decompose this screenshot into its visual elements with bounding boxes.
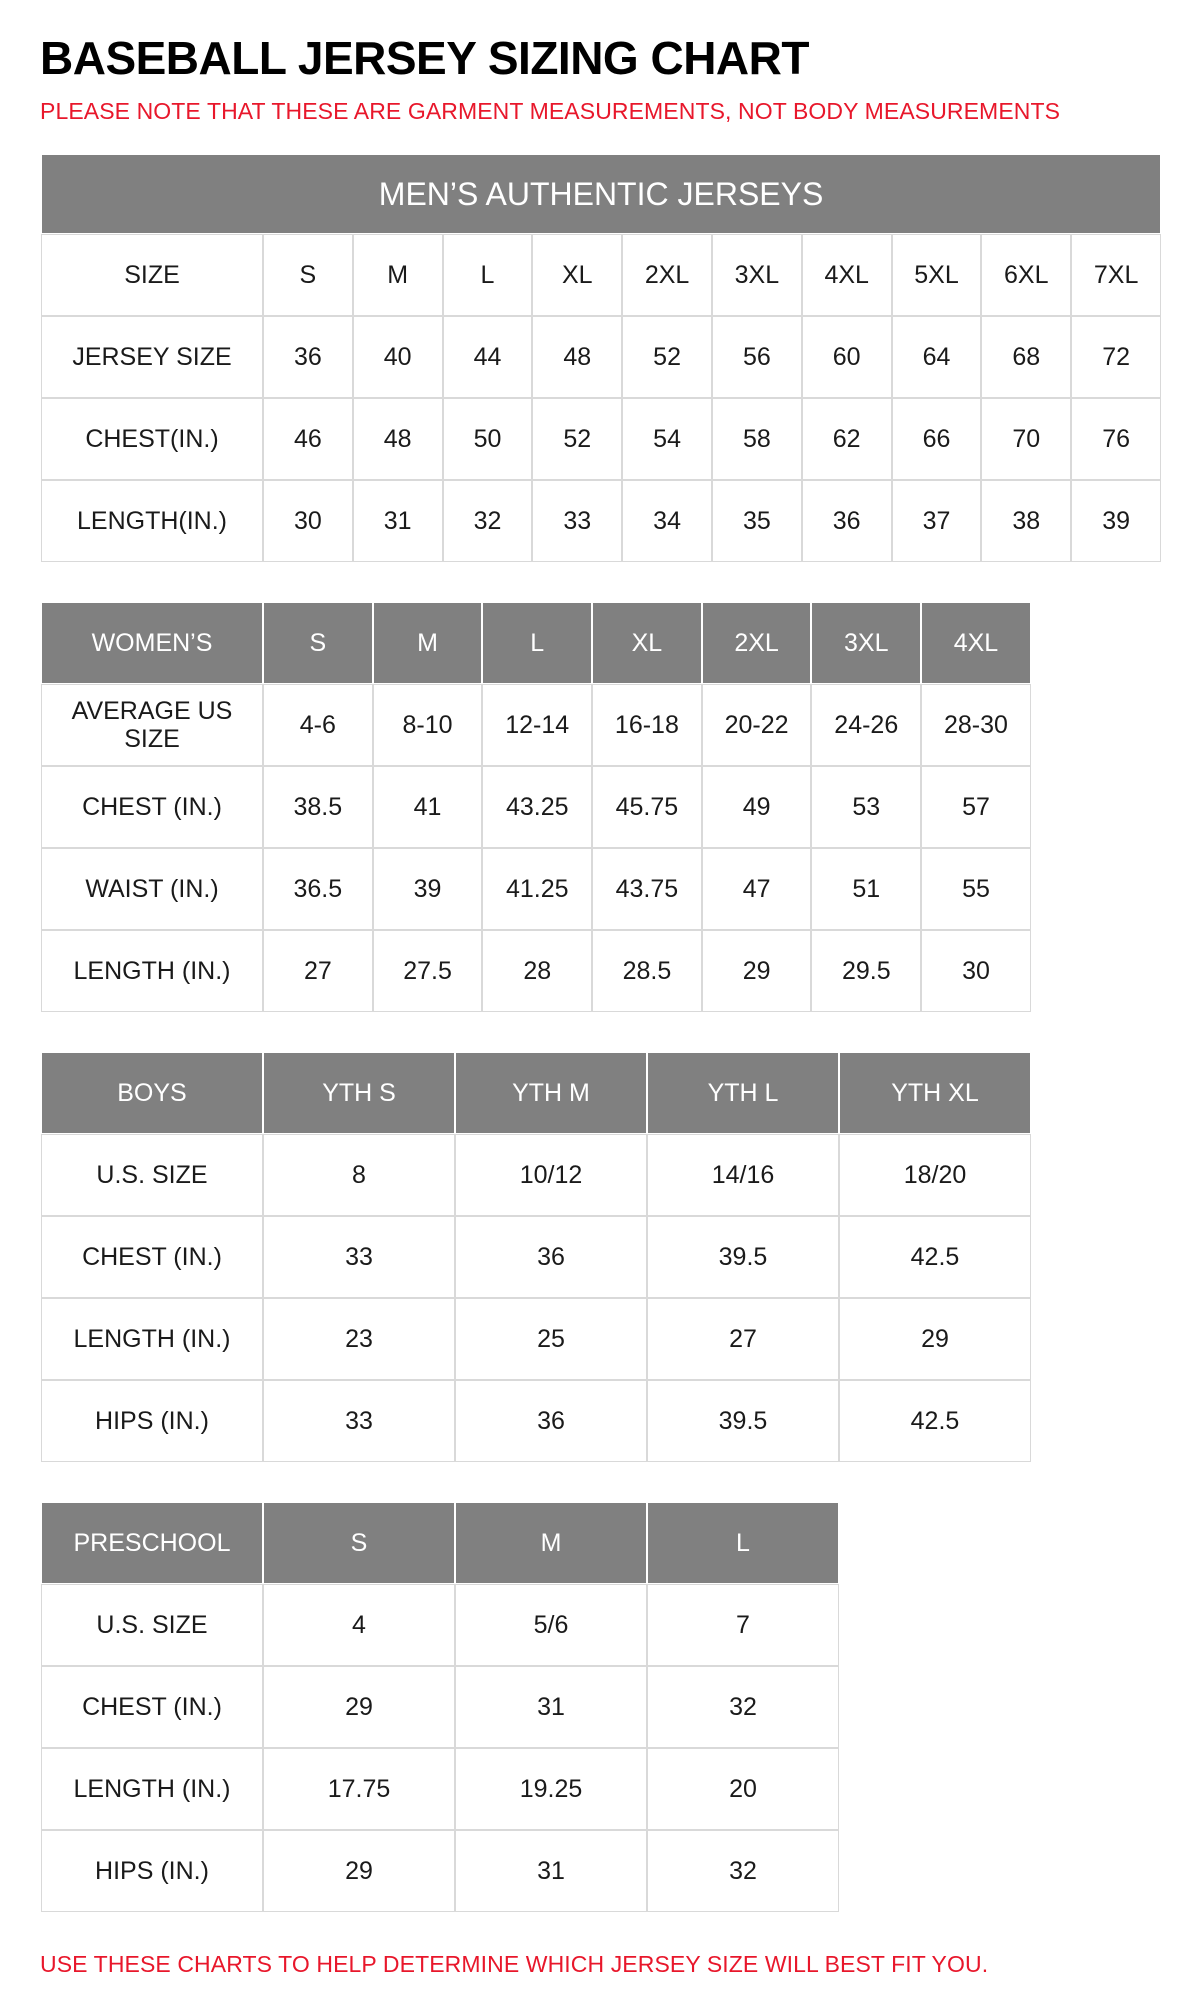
womens-size-4xl: 4XL [921,602,1031,684]
womens-cell: 27.5 [373,930,483,1012]
table-row [41,848,1031,930]
mens-cell: 44 [443,316,533,398]
womens-row-label: AVERAGE US SIZE [41,684,263,766]
womens-cell: 57 [921,766,1031,848]
boys-size-yth-m: YTH M [455,1052,647,1134]
boys-cell: 18/20 [839,1134,1031,1216]
table-row [41,316,1161,398]
table-row [41,1052,1031,1134]
preschool-row-label: HIPS (IN.) [41,1830,263,1912]
table-row [41,398,1161,480]
preschool-cell: 17.75 [263,1748,455,1830]
mens-cell: 46 [263,398,353,480]
womens-cell: 38.5 [263,766,373,848]
boys-cell: 36 [455,1380,647,1462]
preschool-row-label: U.S. SIZE [41,1584,263,1666]
womens-size-3xl: 3XL [811,602,921,684]
table-row [41,1666,839,1748]
preschool-cell: 7 [647,1584,839,1666]
mens-size-5xl: 5XL [892,234,982,316]
womens-cell: 24-26 [811,684,921,766]
page-title: BASEBALL JERSEY SIZING CHART [40,32,809,84]
womens-size-xl: XL [592,602,702,684]
mens-size-2xl: 2XL [622,234,712,316]
boys-cell: 14/16 [647,1134,839,1216]
womens-size-l: L [482,602,592,684]
boys-size-yth-s: YTH S [263,1052,455,1134]
table-row [41,684,1031,766]
table-row [41,1584,839,1666]
mens-size-label: SIZE [41,234,263,316]
boys-cell: 36 [455,1216,647,1298]
table-row [41,930,1031,1012]
table-row [41,154,1161,234]
womens-cell: 12-14 [482,684,592,766]
mens-cell: 52 [532,398,622,480]
mens-cell: 48 [532,316,622,398]
mens-cell: 48 [353,398,443,480]
mens-cell: 60 [802,316,892,398]
table-row [41,602,1031,684]
womens-size-s: S [263,602,373,684]
womens-cell: 51 [811,848,921,930]
mens-cell: 50 [443,398,533,480]
boys-row-label: LENGTH (IN.) [41,1298,263,1380]
womens-row-label: LENGTH (IN.) [41,930,263,1012]
preschool-header-label: PRESCHOOL [41,1502,263,1584]
preschool-cell: 20 [647,1748,839,1830]
womens-cell: 36.5 [263,848,373,930]
womens-cell: 4-6 [263,684,373,766]
preschool-size-l: L [647,1502,839,1584]
womens-cell: 49 [702,766,812,848]
boys-cell: 23 [263,1298,455,1380]
boys-cell: 42.5 [839,1216,1031,1298]
boys-cell: 29 [839,1298,1031,1380]
table-row [41,1134,1031,1216]
mens-row-label: JERSEY SIZE [41,316,263,398]
boys-cell: 33 [263,1380,455,1462]
preschool-cell: 4 [263,1584,455,1666]
boys-size-yth-l: YTH L [647,1052,839,1134]
table-row [41,1380,1031,1462]
womens-cell: 28-30 [921,684,1031,766]
mens-row-label: LENGTH(IN.) [41,480,263,562]
mens-cell: 30 [263,480,353,562]
womens-cell: 53 [811,766,921,848]
preschool-size-m: M [455,1502,647,1584]
boys-cell: 27 [647,1298,839,1380]
boys-cell: 39.5 [647,1380,839,1462]
boys-cell: 42.5 [839,1380,1031,1462]
table-row [41,234,1161,316]
womens-cell: 45.75 [592,766,702,848]
mens-cell: 33 [532,480,622,562]
womens-row-label: WAIST (IN.) [41,848,263,930]
womens-size-m: M [373,602,483,684]
womens-cell: 20-22 [702,684,812,766]
mens-cell: 36 [802,480,892,562]
boys-cell: 10/12 [455,1134,647,1216]
womens-size-2xl: 2XL [702,602,812,684]
footer-note: USE THESE CHARTS TO HELP DETERMINE WHICH JERSEY SIZE WILL BEST FIT YOU. [40,1951,989,1978]
womens-cell: 30 [921,930,1031,1012]
womens-cell: 29.5 [811,930,921,1012]
womens-cell: 41 [373,766,483,848]
preschool-cell: 29 [263,1830,455,1912]
mens-cell: 40 [353,316,443,398]
mens-size-4xl: 4XL [802,234,892,316]
mens-sizing-table [40,153,1162,563]
mens-cell: 39 [1071,480,1161,562]
mens-cell: 56 [712,316,802,398]
mens-cell: 62 [802,398,892,480]
mens-cell: 76 [1071,398,1161,480]
womens-cell: 55 [921,848,1031,930]
preschool-cell: 29 [263,1666,455,1748]
womens-cell: 29 [702,930,812,1012]
womens-cell: 39 [373,848,483,930]
table-row [41,1830,839,1912]
mens-cell: 68 [981,316,1071,398]
mens-cell: 64 [892,316,982,398]
boys-cell: 39.5 [647,1216,839,1298]
mens-cell: 66 [892,398,982,480]
womens-cell: 8-10 [373,684,483,766]
mens-row-label: CHEST(IN.) [41,398,263,480]
boys-size-yth-xl: YTH XL [839,1052,1031,1134]
preschool-row-label: CHEST (IN.) [41,1666,263,1748]
boys-header-label: BOYS [41,1052,263,1134]
boys-cell: 8 [263,1134,455,1216]
preschool-cell: 31 [455,1666,647,1748]
boys-row-label: HIPS (IN.) [41,1380,263,1462]
mens-cell: 34 [622,480,712,562]
preschool-cell: 19.25 [455,1748,647,1830]
mens-cell: 36 [263,316,353,398]
mens-cell: 58 [712,398,802,480]
preschool-size-s: S [263,1502,455,1584]
womens-cell: 41.25 [482,848,592,930]
mens-cell: 31 [353,480,443,562]
boys-sizing-table [40,1051,1032,1463]
mens-size-7xl: 7XL [1071,234,1161,316]
table-row [41,1502,839,1584]
womens-cell: 43.25 [482,766,592,848]
table-row [41,480,1161,562]
preschool-sizing-table [40,1501,840,1913]
preschool-row-label: LENGTH (IN.) [41,1748,263,1830]
mens-size-6xl: 6XL [981,234,1071,316]
table-row [41,766,1031,848]
mens-cell: 38 [981,480,1071,562]
mens-size-3xl: 3XL [712,234,802,316]
mens-cell: 72 [1071,316,1161,398]
mens-cell: 70 [981,398,1071,480]
mens-cell: 32 [443,480,533,562]
mens-cell: 35 [712,480,802,562]
mens-size-l: L [443,234,533,316]
measurement-note: PLEASE NOTE THAT THESE ARE GARMENT MEASUREMENTS, NOT BODY MEASUREMENTS [40,98,1061,125]
womens-header-label: WOMEN’S [41,602,263,684]
preschool-cell: 32 [647,1666,839,1748]
womens-cell: 43.75 [592,848,702,930]
boys-cell: 33 [263,1216,455,1298]
mens-size-m: M [353,234,443,316]
table-row [41,1298,1031,1380]
boys-cell: 25 [455,1298,647,1380]
preschool-cell: 32 [647,1830,839,1912]
boys-row-label: CHEST (IN.) [41,1216,263,1298]
womens-cell: 28 [482,930,592,1012]
boys-row-label: U.S. SIZE [41,1134,263,1216]
mens-cell: 54 [622,398,712,480]
womens-cell: 27 [263,930,373,1012]
preschool-cell: 5/6 [455,1584,647,1666]
mens-cell: 52 [622,316,712,398]
preschool-cell: 31 [455,1830,647,1912]
table-row [41,1748,839,1830]
womens-cell: 28.5 [592,930,702,1012]
womens-cell: 47 [702,848,812,930]
mens-banner: MEN’S AUTHENTIC JERSEYS [41,154,1161,234]
womens-row-label: CHEST (IN.) [41,766,263,848]
mens-size-xl: XL [532,234,622,316]
mens-cell: 37 [892,480,982,562]
table-row [41,1216,1031,1298]
womens-sizing-table [40,601,1032,1013]
womens-cell: 16-18 [592,684,702,766]
mens-size-s: S [263,234,353,316]
